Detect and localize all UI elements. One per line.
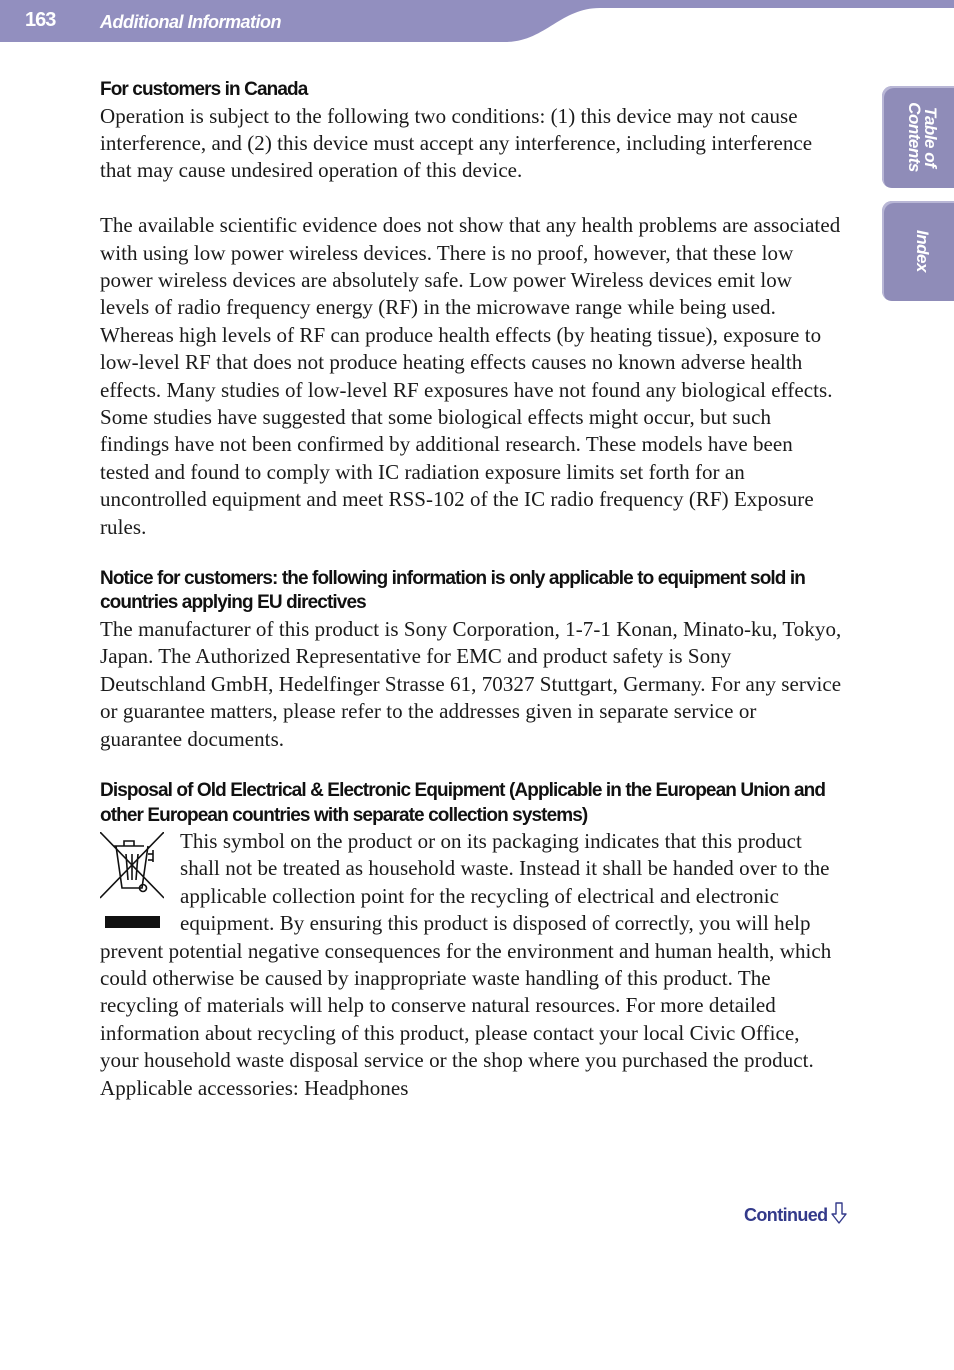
tab-table-of-contents-label: Table of Contents: [905, 102, 940, 172]
eu-notice-paragraph: The manufacturer of this product is Sony Corporation, 1-7-1 Konan, Minato-ku, Tokyo, Japan. The Authorized Representative for EMC and product safety is Sony Deutschland GmbH, Hedelfinger Strasse 61, 70327 Stuttgart, Germany. For any service or guarantee matters, please refer to the addresses given in separate service or guarantee documents.: [100, 616, 842, 751]
tab-table-of-contents[interactable]: [882, 86, 954, 188]
crossed-out-wheelie-bin-icon: [100, 828, 180, 932]
page-content: [100, 78, 842, 1102]
continued-link[interactable]: [744, 1202, 847, 1226]
canada-heading: For customers in Canada: [100, 79, 308, 100]
page-number: 163: [25, 9, 56, 31]
disposal-heading: Disposal of Old Electrical & Electronic Equipment (Applicable in the European Union and other European countries with separate collection systems): [100, 780, 826, 826]
tab-index[interactable]: [882, 201, 954, 301]
section-title: Additional Information: [100, 12, 281, 32]
continued-label: Continued: [744, 1205, 828, 1225]
applicable-accessories: Applicable accessories: Headphones: [100, 1075, 409, 1100]
eu-notice-heading: Notice for customers: the following information is only applicable to equipment sold in countries applying EU directives: [100, 567, 805, 614]
page-header: [0, 0, 954, 44]
canada-paragraph-2: The available scientific evidence does not show that any health problems are associated with using low power wireless devices. There is no proof, however, that these low power wireless devices are absolutely safe. Low power Wireless devices emit low levels of radio frequency energy (RF) in the microwave range while being used. Whereas high levels of RF can produce health effects (by heating tissue), exposure to low-level RF that does not produce heating effects causes no known adverse health effects. Many studies of low-level RF exposures have not found any biological effects. Some studies have suggested that some biological effects might occur, but such findings have not been confirmed by additional research. These models have been tested and found to comply with IC radiation exposure limits set forth for an uncontrolled equipment and meet RSS-102 of the IC radio frequency (RF) Exposure rules.: [100, 213, 841, 539]
disposal-paragraph: This symbol on the product or on its packaging indicates that this product shall not be treated as household waste. Instead it shall be handed over to the applicable collection point for the recycling of electrical and electronic equipment. By ensuring this product is disposed of correctly, you will help prevent potential negative consequences for the environment and human health, which could otherwise be caused by inappropriate waste handling of this product. The recycling of materials will help to conserve natural resources. For more detailed information about recycling of this product, please contact your local Civic Office, your household waste disposal service or the shop where you purchased the product.: [100, 829, 832, 1073]
canada-paragraph-1: Operation is subject to the following two conditions: (1) this device may not cause interference, and (2) this device must accept any interference, including interference that may cause undesired operation of this device.: [100, 103, 813, 183]
arrow-down-icon: [831, 1202, 847, 1224]
tab-index-label: Index: [913, 230, 932, 272]
